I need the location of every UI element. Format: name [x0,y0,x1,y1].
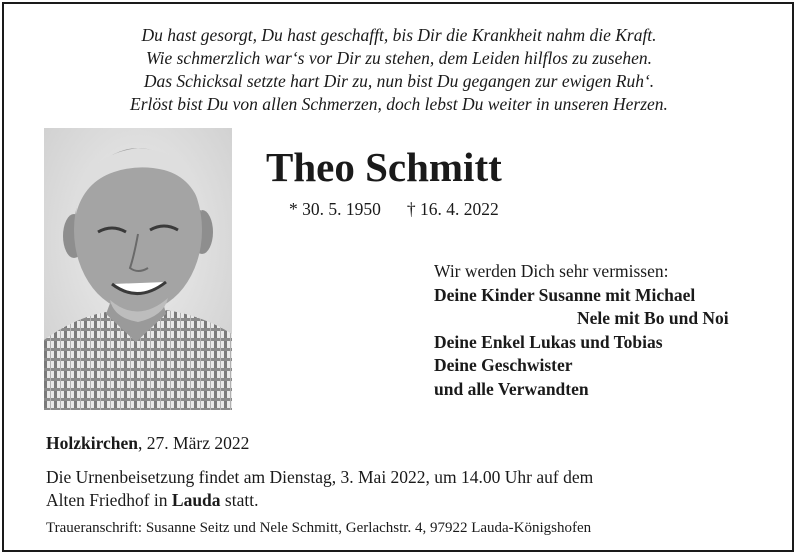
notice-date: , 27. März 2022 [138,433,250,453]
mourners-line-children: Deine Kinder Susanne mit Michael [434,284,696,305]
mourners-line-grandchildren: Deine Enkel Lukas und Tobias [434,331,663,352]
burial-line-2 [46,489,766,512]
life-dates [289,198,499,220]
birth-date: * 30. 5. 1950 [289,199,381,219]
place-and-date [46,432,249,454]
burial-line-2-pre: Alten Friedhof in [46,489,172,510]
mourners-intro: Wir werden Dich sehr vermissen: [434,261,669,281]
burial-line-2-post: statt. [220,489,259,510]
condolence-address: Traueranschrift: Susanne Seitz und Nele Schmitt, Gerlachstr. 4, 97922 Lauda-Königshofen [46,520,592,536]
poem-line-4: Erlöst bist Du von allen Schmerzen, doch lebst Du weiter in unseren Herzen. [130,94,668,114]
burial-line-1: Die Urnenbeisetzung findet am Dienstag, 3. Mai 2022, um 14.00 Uhr auf dem [46,467,594,487]
death-date: † 16. 4. 2022 [406,199,499,219]
deceased-name: Theo Schmitt [266,144,502,190]
mourners-line-siblings: Deine Geschwister [434,355,573,375]
poem-line-1: Du hast gesorgt, Du hast geschafft, bis Dir die Krankheit nahm die Kraft. [141,25,657,45]
portrait-illustration [44,128,232,410]
burial-location: Lauda [171,489,221,510]
burial-info [46,466,766,511]
mourners-list [434,260,774,401]
mourners-line-children-2: Nele mit Bo und Noi [577,308,729,328]
poem-line-2: Wie schmerzlich war‘s vor Dir zu stehen, dem Leiden hilflos zu zusehen. [146,48,652,68]
obituary-notice [2,2,794,552]
poem-line-3: Das Schicksal setzte hart Dir zu, nun bist Du gegangen zur ewigen Ruh‘. [143,71,655,91]
place-name: Holzkirchen [46,433,139,453]
portrait-photo [44,128,232,410]
mourners-line-relatives: und alle Verwandten [434,378,589,399]
memorial-poem [4,24,794,116]
